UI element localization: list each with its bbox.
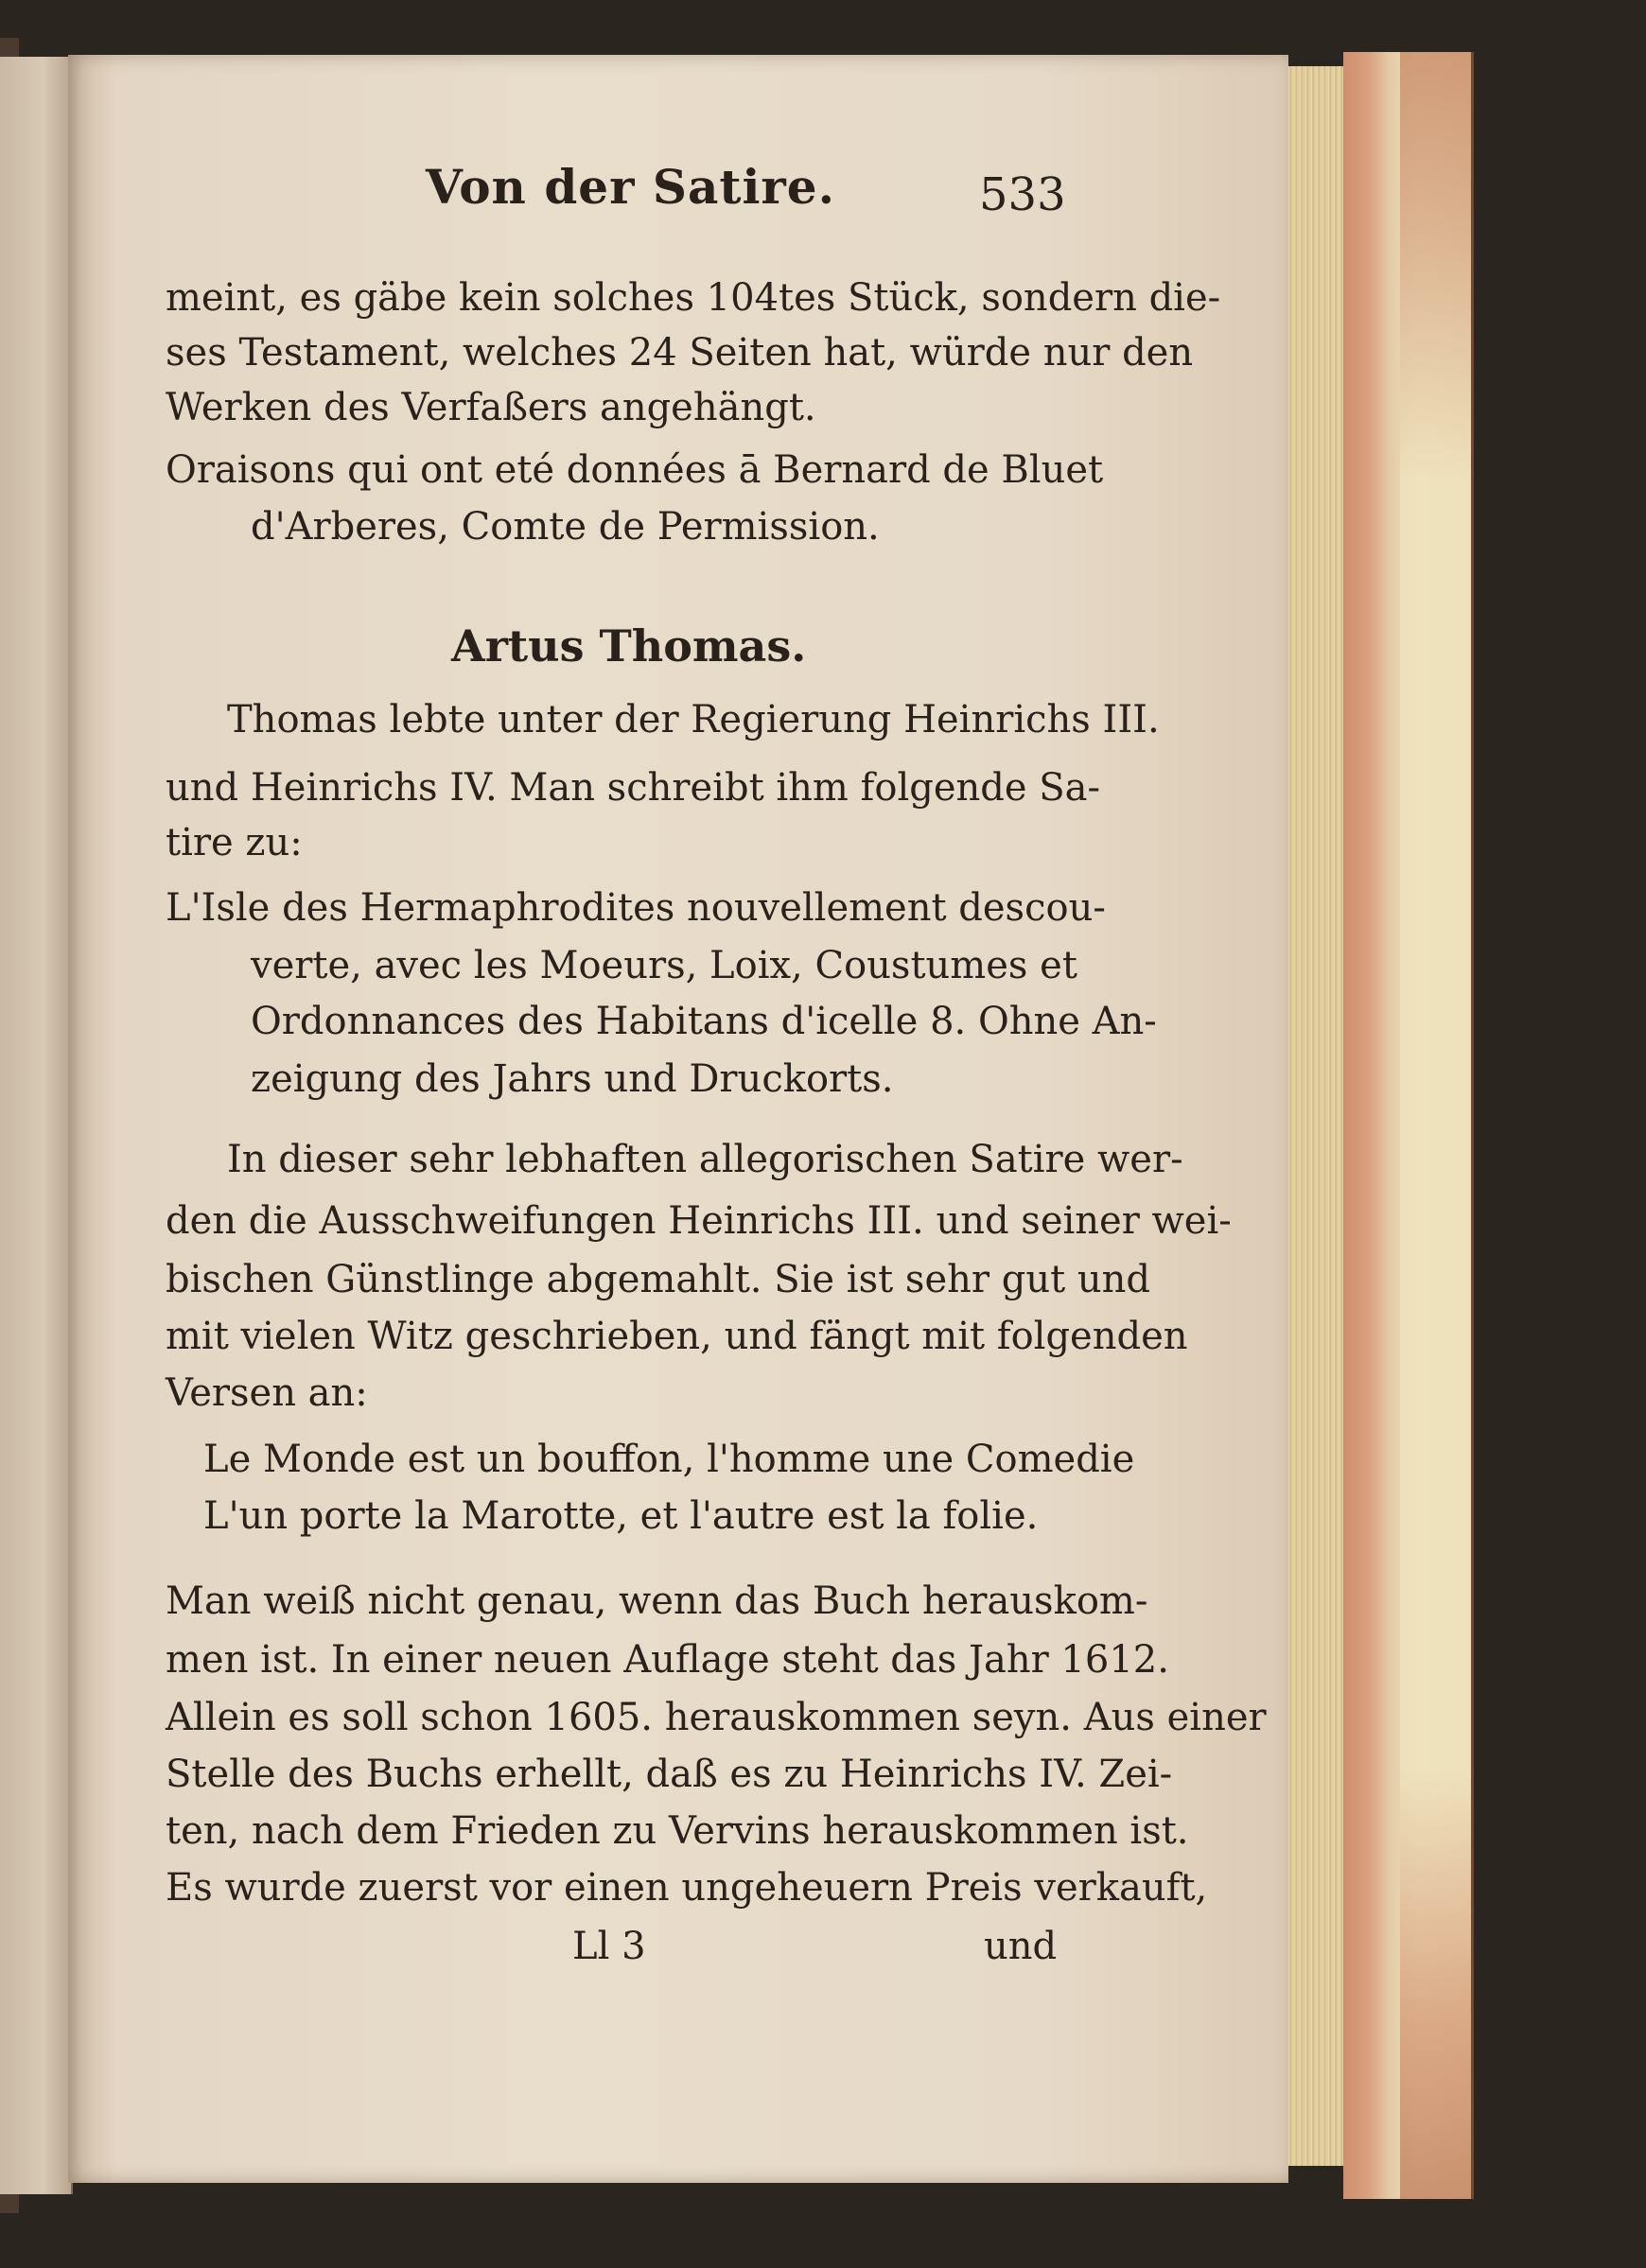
- facing-page-edge: [0, 57, 73, 2194]
- para1-line: Werken des Verfaßers angehängt.: [166, 386, 816, 429]
- citation2-line: L'Isle des Hermaphrodites nouvellement descou-: [166, 886, 1106, 930]
- para1-line: ses Testament, welches 24 Seiten hat, würde nur den: [166, 331, 1194, 375]
- para4-line: Es wurde zuerst vor einen ungeheuern Preis verkauft,: [166, 1866, 1208, 1910]
- para3-line: bischen Günstlinge abgemahlt. Sie ist sehr gut und: [166, 1258, 1150, 1301]
- citation2-line: zeigung des Jahrs und Druckorts.: [251, 1057, 894, 1101]
- para2-line: tire zu:: [166, 821, 303, 864]
- verse-line: L'un porte la Marotte, et l'autre est la folie.: [203, 1494, 1039, 1538]
- signature-mark: Ll 3: [572, 1925, 646, 1968]
- para4-line: Allein es soll schon 1605. herauskommen seyn. Aus einer: [166, 1696, 1267, 1739]
- para1-line: meint, es gäbe kein solches 104tes Stück, sondern die-: [166, 276, 1221, 320]
- page-number: 533: [979, 168, 1066, 221]
- para2-line: und Heinrichs IV. Man schreibt ihm folgende Sa-: [166, 766, 1101, 810]
- para3-line: In dieser sehr lebhaften allegorischen Satire wer-: [227, 1138, 1183, 1181]
- citation1-line: Oraisons qui ont eté données ā Bernard de Bluet: [166, 448, 1104, 492]
- citation2-line: verte, avec les Moeurs, Loix, Coustumes et: [251, 944, 1077, 987]
- running-head: Von der Satire.: [426, 159, 835, 215]
- para4-line: ten, nach dem Frieden zu Vervins herauskommen ist.: [166, 1809, 1189, 1853]
- verse-line: Le Monde est un bouffon, l'homme une Comedie: [203, 1438, 1135, 1481]
- para4-line: Man weiß nicht genau, wenn das Buch herauskom-: [166, 1579, 1148, 1623]
- para3-line: den die Ausschweifungen Heinrichs III. und seiner wei-: [166, 1199, 1232, 1243]
- citation2-line: Ordonnances des Habitans d'icelle 8. Ohne An-: [251, 1000, 1157, 1043]
- para2-line: Thomas lebte unter der Regierung Heinrichs III.: [227, 698, 1160, 741]
- para4-line: men ist. In einer neuen Auflage steht das Jahr 1612.: [166, 1638, 1169, 1682]
- para4-line: Stelle des Buchs erhellt, daß es zu Heinrichs IV. Zei-: [166, 1753, 1173, 1796]
- citation1-line: d'Arberes, Comte de Permission.: [251, 505, 880, 549]
- cover-edge-stain: [1400, 52, 1471, 2199]
- catchword: und: [984, 1925, 1058, 1968]
- para3-line: Versen an:: [166, 1371, 368, 1415]
- para3-line: mit vielen Witz geschrieben, und fängt mit folgenden: [166, 1315, 1188, 1358]
- section-heading: Artus Thomas.: [451, 620, 807, 672]
